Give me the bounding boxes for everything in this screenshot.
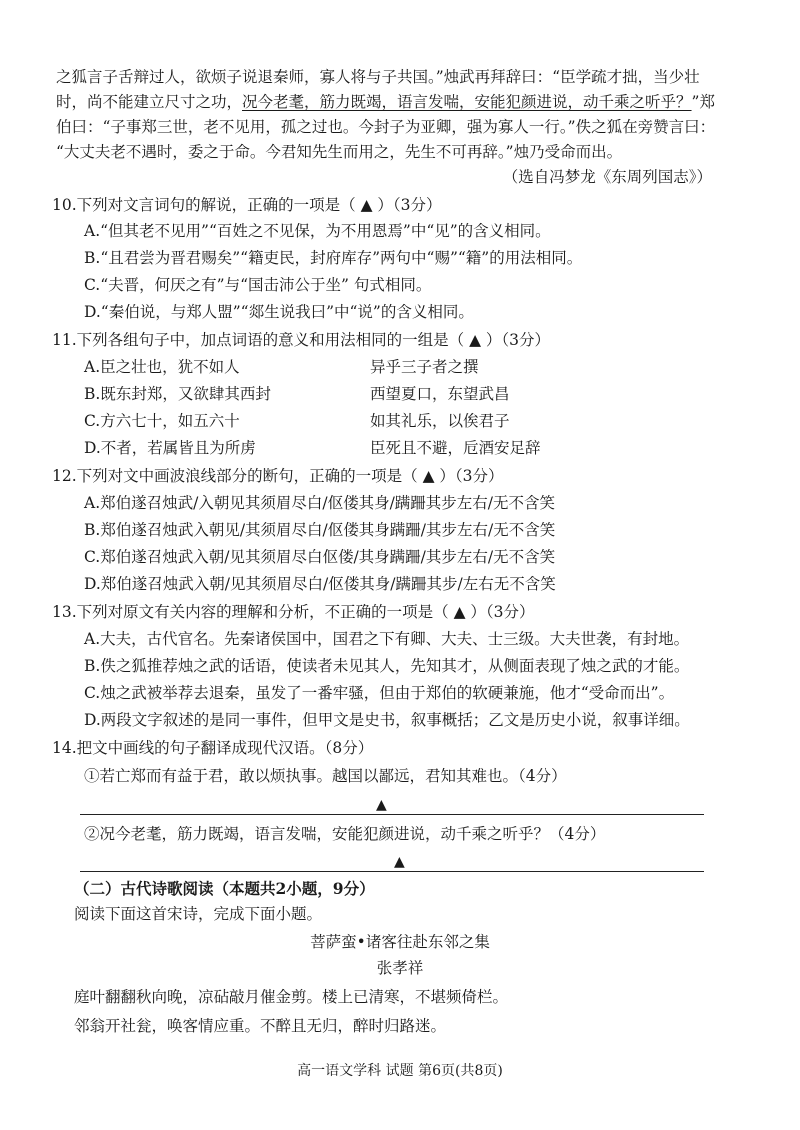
question-10-option-d: D.“秦伯说，与郑人盟”“郯生说我曰”中“说”的含义相同。: [84, 303, 474, 321]
question-14-stem: 14.把文中画线的句子翻译成现代汉语。（8分）: [52, 739, 374, 757]
question-14-item-1: ①若亡郑而有益于君，敢以烦执事。越国以鄙远，君知其难也。（4分）: [84, 767, 567, 785]
passage-line-3: 伯曰：“子事郑三世，老不见用，孤之过也。今封子为亚卿，强为寡人一行。”佚之狐在旁赞言曰：: [56, 118, 716, 136]
page-footer: 高一语文学科 试题 第6页(共8页): [297, 1063, 503, 1079]
question-11-stem: 11.下列各组句子中，加点词语的意义和用法相同的一组是（ ▲ ）（3分）: [52, 331, 551, 349]
question-13-option-a: A.大夫，古代官名。先秦诸侯国中，国君之下有卿、大夫、士三级。大夫世袭，有封地。: [84, 630, 690, 648]
question-11-option-a-right: 异乎三子者之撰: [370, 358, 479, 376]
question-11-option-a-left: A.臣之壮也，犹不如人: [84, 358, 240, 376]
question-11-option-b-right: 西望夏口，东望武昌: [370, 385, 510, 403]
question-11-option-d-right: 臣死且不避，卮酒安足辞: [370, 439, 541, 457]
question-14-item-2: ②况今老耄，筋力既竭，语言发喘，安能犯颜进说，动千乘之听乎？（4分）: [84, 825, 606, 843]
question-11-option-c-left: C.方六七十，如五六十: [84, 412, 240, 430]
question-10-stem: 10.下列对文言词句的解说，正确的一项是（ ▲ ）（3分）: [52, 196, 442, 214]
passage-line-2-start: 时，尚不能建立尺寸之功，: [56, 93, 243, 111]
poem-title: 菩萨蛮•诸客往赴东邻之集: [310, 933, 490, 951]
question-11-option-b-left: B.既东封郑，又欲肆其西封: [84, 385, 271, 403]
poem-line-2: 邻翁开社瓮，唤客情应重。不醉且无归，醉时归路迷。: [74, 1017, 447, 1035]
answer-mark-1: ▲: [376, 797, 387, 813]
answer-line-1: [80, 814, 704, 815]
question-11-option-d-left: D.不者，若属皆且为所虏: [84, 439, 256, 457]
question-13-option-b: B.佚之狐推荐烛之武的话语，使读者未见其人，先知其才，从侧面表现了烛之武的才能。: [84, 657, 690, 675]
question-12-option-c: C.郑伯遂召烛武入朝/见其须眉尽白伛偻/其身蹒跚/其步左右/无不含笑: [84, 548, 556, 566]
passage-line-2-end: ”郑: [691, 93, 715, 111]
poem-author: 张孝祥: [376, 959, 424, 977]
question-12-stem: 12.下列对文中画波浪线部分的断句，正确的一项是（ ▲ ）（3分）: [52, 467, 504, 485]
question-12-option-a: A.郑伯遂召烛武/入朝见其须眉尽白/伛偻其身/蹒跚其步左右/无不含笑: [84, 494, 556, 512]
passage-line-1: 之狐言子舌辩过人，欲烦子说退秦师，寡人将与子共国。”烛武再拜辞曰：“臣学疏才拙，当少壮: [56, 68, 700, 86]
poem-line-1: 庭叶翻翻秋向晚，凉砧敲月催金剪。楼上已清寒，不堪频倚栏。: [74, 988, 509, 1006]
question-10-option-b: B.“且君尝为晋君赐矣”“籍吏民，封府库存”两句中“赐”“籍”的用法相同。: [84, 249, 583, 267]
passage-source: （选自冯梦龙《东周列国志》）: [502, 168, 712, 186]
answer-line-2: [80, 871, 704, 872]
question-13-stem: 13.下列对原文有关内容的理解和分析，不正确的一项是（ ▲ ）（3分）: [52, 603, 535, 621]
question-11-option-c-right: 如其礼乐，以俟君子: [370, 412, 510, 430]
question-13-option-c: C.烛之武被举荐去退秦，虽发了一番牢骚，但由于郑伯的软硬兼施，他才“受命而出”。: [84, 684, 675, 702]
answer-mark-2: ▲: [394, 854, 405, 870]
passage-line-4: “大丈夫老不遇时，委之于命。今君知先生而用之，先生不可再辞。”烛乃受命而出。: [56, 143, 623, 161]
question-12-option-b: B.郑伯遂召烛武入朝见/其须眉尽白/伛偻其身蹒跚/其步左右/无不含笑: [84, 521, 556, 539]
section-intro: 阅读下面这首宋诗，完成下面小题。: [74, 905, 323, 923]
section-heading: （二）古代诗歌阅读（本题共2小题，9分）: [74, 879, 375, 898]
question-12-option-d: D.郑伯遂召烛武入朝/见其须眉尽白/伛偻其身/蹒跚其步/左右无不含笑: [84, 575, 556, 593]
underlined-sentence: 况今老耄，筋力既竭，语言发喘，安能犯颜进说，动千乘之听乎？: [242, 93, 692, 111]
question-10-option-c: C.“夫晋，何厌之有”与“国击沛公于坐” 句式相同。: [84, 276, 432, 294]
question-10-option-a: A.“但其老不见用”“百姓之不见保，为不用恩焉”中“见”的含义相同。: [84, 222, 551, 240]
question-13-option-d: D.两段文字叙述的是同一事件，但甲文是史书，叙事概括；乙文是历史小说，叙事详细。: [84, 711, 690, 729]
passage-line-2: [56, 91, 760, 113]
